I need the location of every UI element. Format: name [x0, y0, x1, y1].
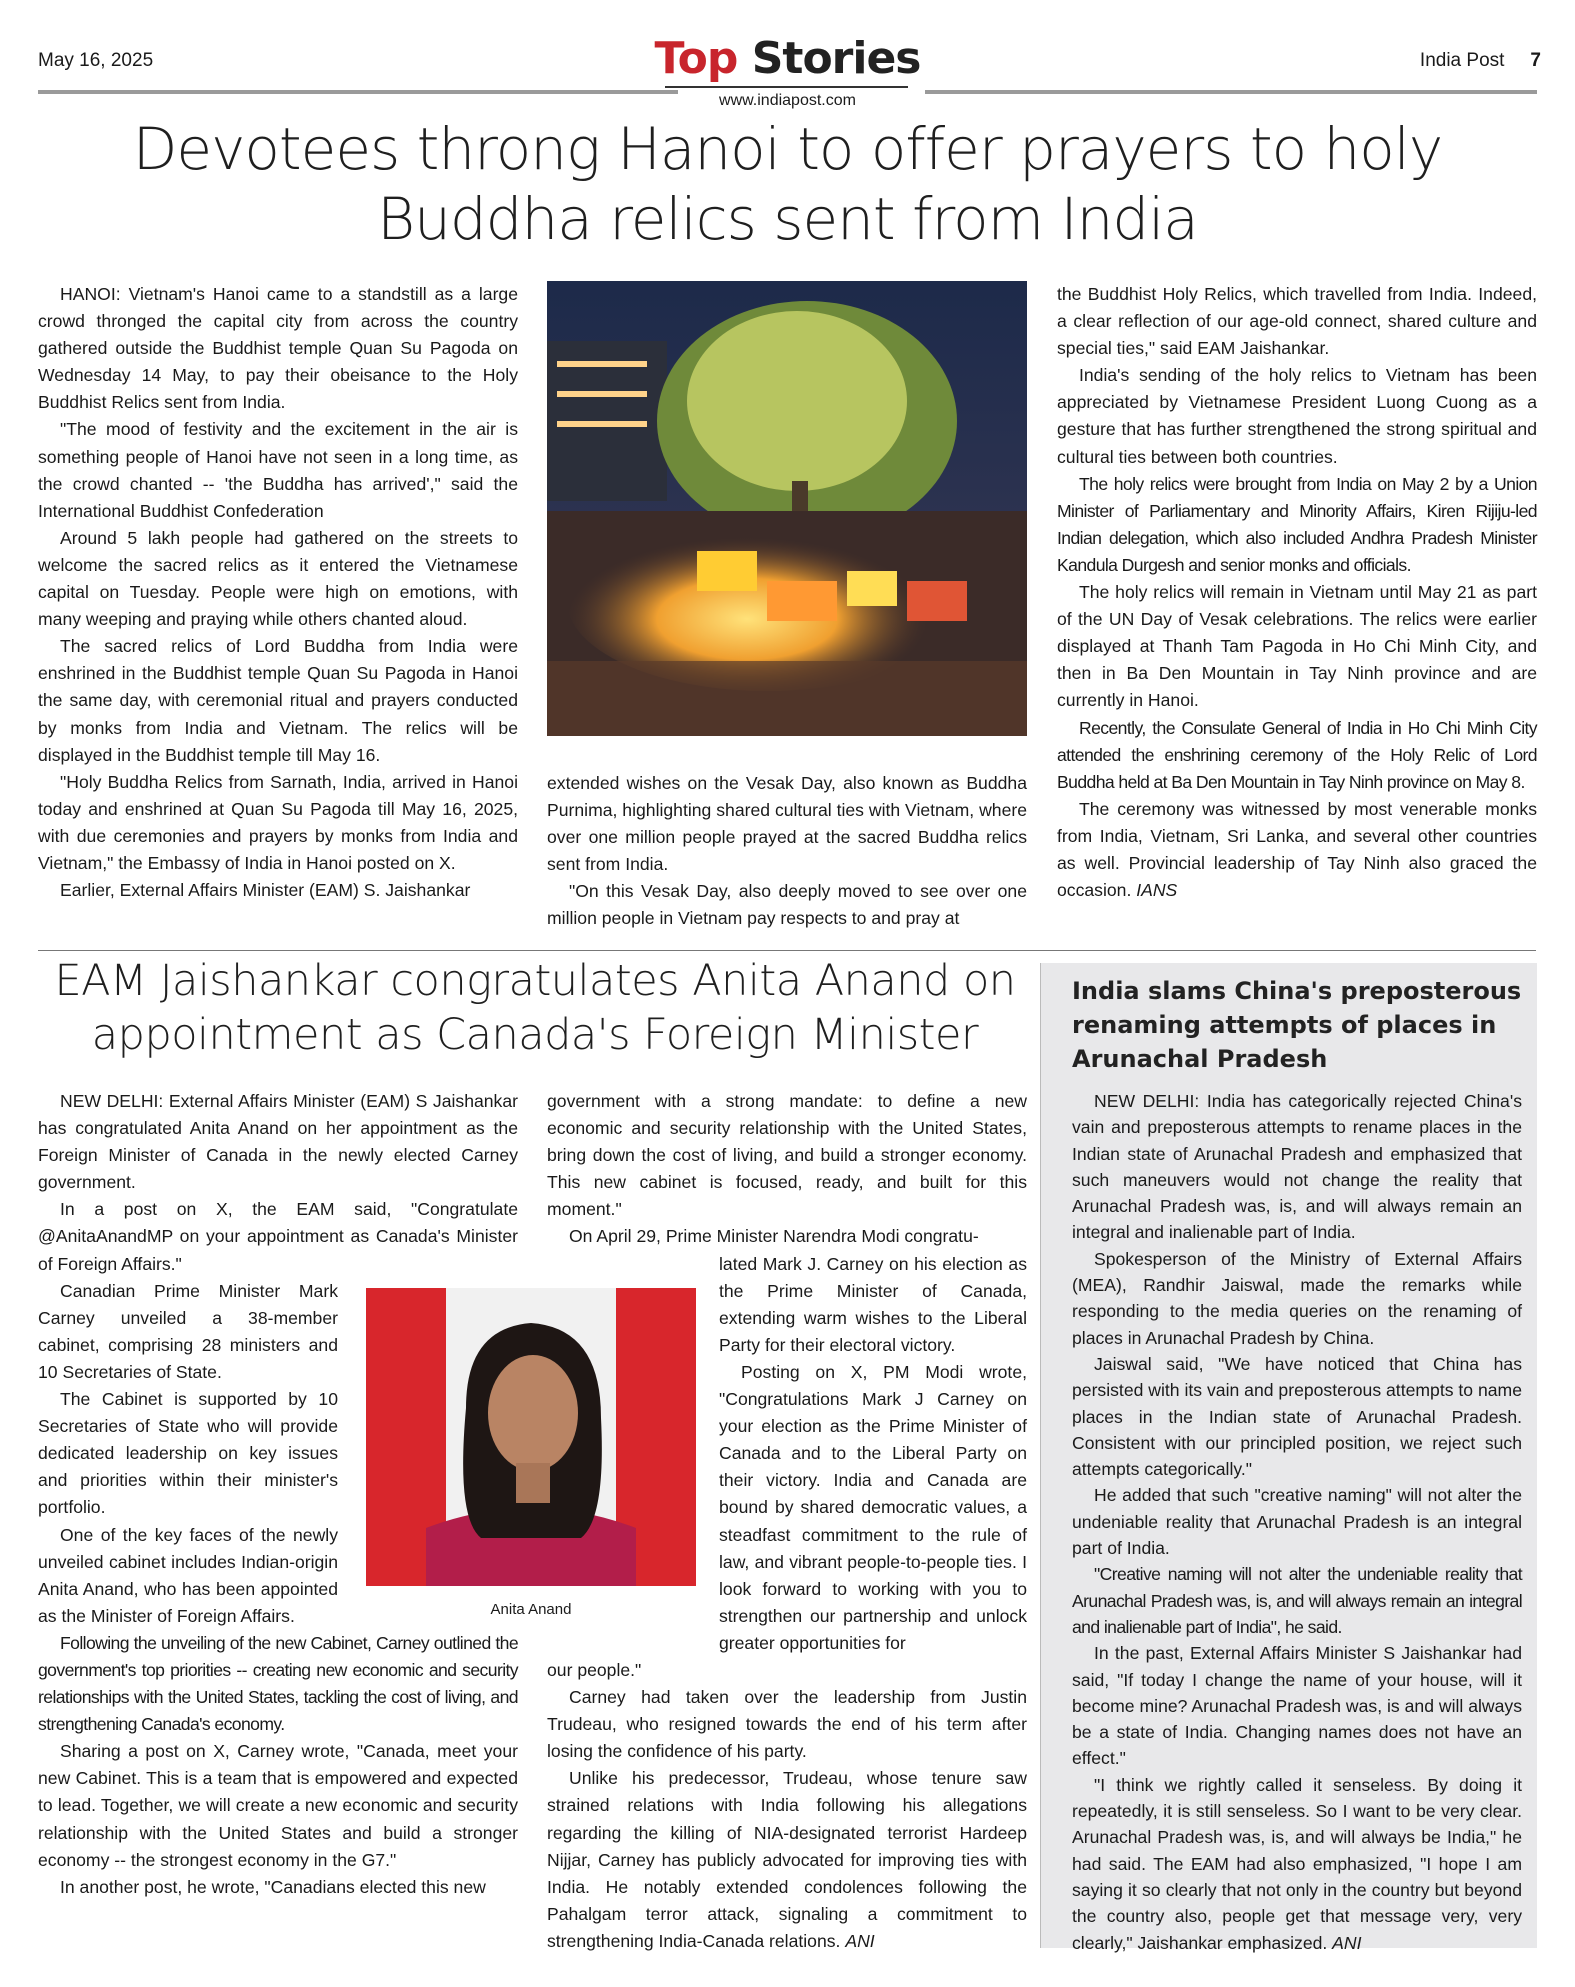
headline-hanoi: Devotees throng Hanoi to offer prayers to holy Buddha relics sent from India [132, 115, 1443, 253]
headline-anita-anand: EAM Jaishankar congratulates Anita Anand on appointment as Canada's Foreign Minister [54, 956, 1016, 1060]
photo-caption: Anita Anand [490, 1601, 572, 1618]
paragraph: NEW DELHI: India has categorically rejected China's vain and preposterous attempts to rename places in the Indian state of Arunachal Pradesh and emphasized that such maneuvers would not change the reality that Arunachal Pradesh was, is, and will always remain an integral and inalienable part of India. [1072, 1091, 1522, 1243]
paragraph: lated Mark J. Carney on his election as the Prime Minister of Canada, extending warm wishes to the Liberal Party for their electoral victory. [719, 1253, 1027, 1355]
paragraph-text: Unlike his predecessor, Trudeau, whose tenure saw strained relations with India following his allegations regarding the killing of NIA-designated terrorist Hardeep Nijjar, Carney has publicly advocated for improving ties with India. He notably extended condolences following the Pahalgam terror attack, signaling a commitment to strengthening India-Canada relations. [547, 1768, 1027, 1951]
article1-column-3 [1057, 281, 1537, 904]
paragraph [1057, 796, 1537, 904]
paper-name-block [1420, 50, 1541, 72]
hanoi-procession-photo [547, 281, 1027, 736]
paragraph: Spokesperson of the Ministry of External Affairs (MEA), Randhir Jaiswal, made the remarks while responding to the media queries on the renaming of places in Arunachal Pradesh by China. [1072, 1248, 1522, 1348]
credit-ani: ANI [1332, 1932, 1362, 1953]
paragraph: In the past, External Affairs Minister S Jaishankar had said, "If today I change the name of your house, will it become mine? Arunachal Pradesh was, is and will always be a state of India. Changing names does not have an effect." [1072, 1643, 1522, 1769]
paragraph: "Holy Buddha Relics from Sarnath, India, arrived in Hanoi today and enshrined at Quan Su Pagoda till May 16, 2025, with due ceremonies and prayers by monks from India and Vietnam," the Embassy of India in Hanoi posted on X. [38, 771, 518, 873]
paragraph: In another post, he wrote, "Canadians elected this new [60, 1876, 486, 1897]
logo-stories: Stories [751, 33, 921, 84]
paragraph: Recently, the Consulate General of India in Ho Chi Minh City attended the enshrining ceremony of the Holy Relic of Lord Buddha held at Ba Den Mountain in Tay Ninh province on May 8. [1057, 717, 1537, 792]
paragraph-text: "I think we rightly called it senseless. By doing it repeatedly, it is still senseless. So I want to be very clear. Arunachal Pradesh was, is, and will always be India," he had said. The EAM had also emphasized, "I hope I am saying it so clearly that not only in the country but beyond the country also, people get that message very, very clearly," Jaishankar emphasized. [1072, 1774, 1522, 1953]
paragraph: Sharing a post on X, Carney wrote, "Canada, meet your new Cabinet. This is a team that is empowered and expected to lead. Together, we will create a new economic and security relationship with the United States and build a stronger economy -- the strongest economy in the G7." [38, 1741, 518, 1870]
paragraph: India's sending of the holy relics to Vietnam has been appreciated by Vietnamese President Luong Cuong as a gesture that has further strengthened the strong spiritual and cultural ties between both countries. [1057, 365, 1537, 467]
page-number: 7 [1530, 50, 1541, 71]
wrap-block [719, 1251, 1027, 1657]
paragraph: Carney had taken over the leadership from Justin Trudeau, who resigned towards the end of his term after losing the confidence of his party. [547, 1687, 1027, 1762]
paragraph: HANOI: Vietnam's Hanoi came to a standstill as a large crowd thronged the capital city from across the country gathered outside the Buddhist temple Quan Su Pagoda on Wednesday 14 May, to pay their obeisance to the Holy Buddhist Relics sent from India. [38, 284, 518, 413]
paragraph: He added that such "creative naming" will not alter the undeniable reality that Arunachal Pradesh is an integral part of India. [1072, 1485, 1522, 1559]
paragraph: our people." [547, 1659, 642, 1680]
paragraph: Posting on X, PM Modi wrote, "Congratulations Mark J Carney on your election as the Prime Minister of Canada and to the Liberal Party on their victory. India and Canada are bound by shared democratic values, a steadfast commitment to the rule of law, and vibrant people-to-people ties. I look forward to working with you to strengthen our partnership and unlock greater opportunities for [719, 1361, 1027, 1653]
paragraph [547, 1765, 1027, 1955]
section-divider [38, 950, 1536, 951]
sidebar-headline: India slams China's preposterous renaming attempts of places in Arunachal Pradesh [1072, 977, 1522, 1073]
paragraph: The Cabinet is supported by 10 Secretaries of State who will provide dedicated leadership on key issues and priorities within their minister's portfolio. [38, 1389, 338, 1518]
paragraph: The holy relics will remain in Vietnam until May 21 as part of the UN Day of Vesak celebrations. The relics were earlier displayed at Thanh Tam Pagoda in Ho Chi Minh City, and then in Ba Den Mountain in Tay Ninh province and are currently in Hanoi. [1057, 582, 1537, 711]
issue-date: May 16, 2025 [38, 50, 154, 71]
paragraph: "Creative naming will not alter the undeniable reality that Arunachal Pradesh was, is, and will always remain an integral and inalienable part of India", he said. [1072, 1564, 1522, 1637]
logo-underline [665, 86, 908, 88]
paragraph: In a post on X, the EAM said, "Congratulate @AnitaAnandMP on your appointment as Canada's Minister of Foreign Affairs." [38, 1199, 518, 1274]
paragraph: Canadian Prime Minister Mark Carney unveiled a 38-member cabinet, comprising 28 ministers and 10 Secretaries of State. [38, 1280, 338, 1382]
paper-name: India Post [1419, 50, 1505, 71]
sidebar-body [1072, 1088, 1522, 1956]
masthead-logo [0, 34, 1575, 84]
paragraph: On April 29, Prime Minister Narendra Modi congratu- [569, 1226, 979, 1247]
paragraph: Earlier, External Affairs Minister (EAM) S. Jaishankar [60, 880, 471, 901]
article1-column-2 [547, 770, 1027, 933]
paragraph: NEW DELHI: External Affairs Minister (EAM) S Jaishankar has congratulated Anita Anand on her appointment as the Foreign Minister of Canada in the newly elected Carney government. [38, 1091, 518, 1193]
paragraph: the Buddhist Holy Relics, which travelled from India. Indeed, a clear reflection of our age-old connect, shared culture and special ties," said EAM Jaishankar. [1057, 284, 1537, 359]
paragraph: One of the key faces of the newly unveiled cabinet includes Indian-origin Anita Anand, who has been appointed as the Minister of Foreign Affairs. [38, 1524, 338, 1626]
article1-column-1 [38, 281, 518, 904]
paragraph: Around 5 lakh people had gathered on the streets to welcome the sacred relics as it entered the Vietnamese capital on Tuesday. People were high on emotions, with many weeping and praying while others chanted aloud. [38, 527, 518, 630]
paragraph: extended wishes on the Vesak Day, also known as Buddha Purnima, highlighting shared cultural ties with Vietnam, where over one million people prayed at the sacred Buddha relics sent from India. [547, 773, 1027, 875]
anita-anand-photo [366, 1288, 696, 1586]
paragraph-text: The ceremony was witnessed by most venerable monks from India, Vietnam, Sri Lanka, and several other countries as well. Provincial leadership of Tay Ninh also graced the occasion. [1057, 798, 1537, 901]
paragraph: "On this Vesak Day, also deeply moved to see over one million people in Vietnam pay respects to and pray at [547, 881, 1027, 929]
wrap-block [38, 1278, 338, 1630]
paragraph: Jaiswal said, "We have noticed that China has persisted with its vain and preposterous attempts to name places in the Indian state of Arunachal Pradesh. Consistent with our principled position, we reject such attempts categorically." [1072, 1353, 1522, 1480]
paragraph [1072, 1772, 1522, 1956]
credit-ians: IANS [1136, 880, 1178, 901]
site-url: www.indiapost.com [719, 92, 856, 109]
paragraph: The sacred relics of Lord Buddha from India were enshrined in the Buddhist temple Quan Su Pagoda in Hanoi the same day, with ceremonial ritual and prayers conducted by monks from India and Vietnam. The relics will be displayed in the Buddhist temple till May 16. [38, 636, 518, 765]
paragraph: "The mood of festivity and the excitement in the air is something people of Hanoi have not seen in a long time, as the crowd chanted -- 'the Buddha has arrived'," said the International Buddhist Confederation [38, 419, 518, 521]
paragraph: The holy relics were brought from India on May 2 by a Union Minister of Parliamentary and Minority Affairs, Kiren Rijiju-led Indian delegation, which also included Andhra Pradesh Minister Kandula Durgesh and senior monks and officials. [1057, 473, 1537, 575]
paragraph: Following the unveiling of the new Cabinet, Carney outlined the government's top priorities -- creating new economic and security relationships with the United States, tackling the cost of living, and strengthening Canada's economy. [38, 1632, 518, 1735]
credit-ani: ANI [845, 1930, 875, 1951]
paragraph: government with a strong mandate: to define a new economic and security relationship with the United States, bring down the cost of living, and build a stronger economy. This new cabinet is focused, ready, and built for this moment." [547, 1091, 1027, 1220]
logo-top: Top [654, 33, 738, 84]
